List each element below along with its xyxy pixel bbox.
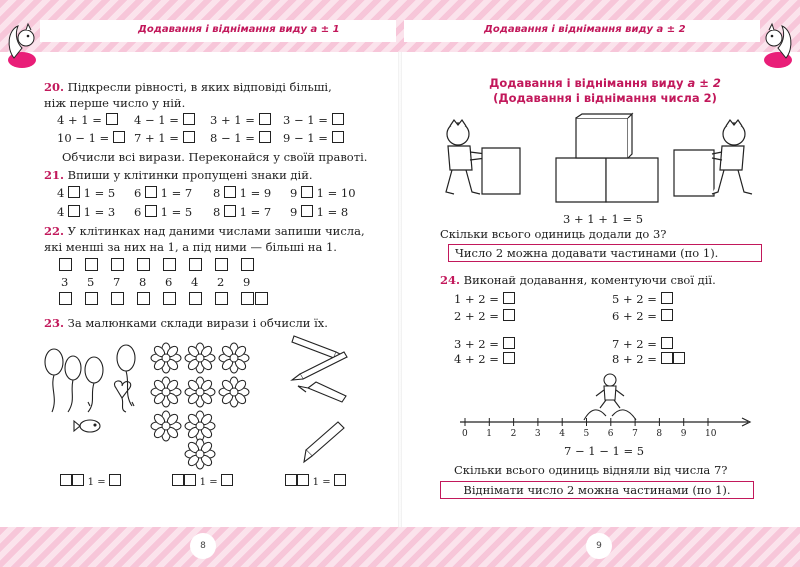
balloons-picture [38,340,148,440]
answer-box[interactable] [137,292,150,305]
flowers-picture [148,342,268,464]
sign-box[interactable] [301,186,313,198]
subtraction-equation: 7 − 1 − 1 = 5 [564,444,645,458]
page-number-left: 8 [190,533,216,559]
given-number: 3 [61,275,69,289]
left-page-title: Додавання і віднімання виду а ± 1 [138,24,340,35]
answer-box[interactable] [332,131,344,143]
exercise-number: 20. [44,80,65,94]
expression: 3 + 2 = [454,337,515,351]
exercise-21-heading [44,168,313,182]
exercise-20-line2: ніж перше число у ній. [44,96,186,110]
sign-box[interactable] [68,186,80,198]
answer-box[interactable] [503,352,515,364]
squirrel-mascot-icon [4,8,42,68]
answer-box[interactable] [259,113,271,125]
sign-box[interactable] [145,186,157,198]
answer-box[interactable] [332,113,344,125]
exercise-text: За малюнками склади вирази і обчисли їх. [67,316,328,330]
exercise-number: 24. [440,273,461,287]
sign-box[interactable] [224,186,236,198]
answer-box[interactable] [189,292,202,305]
expression: 10 − 1 = [57,131,125,145]
number-line-label: 9 [680,429,687,439]
subtraction-rule-box [440,481,754,499]
sign-expression: 8 1 = 9 [213,186,272,200]
picture-expression: 1 = [60,474,121,488]
answer-box[interactable] [661,292,673,304]
sign-expression: 4 1 = 3 [57,205,116,219]
answer-box[interactable] [172,474,184,486]
answer-box[interactable] [503,309,515,321]
answer-box[interactable] [259,131,271,143]
answer-box[interactable] [334,474,346,486]
exercise-number: 22. [44,224,65,238]
given-number: 9 [243,275,251,289]
cubes-illustration [436,112,756,204]
expression: 1 + 2 = [454,292,515,306]
answer-box[interactable] [85,258,98,271]
number-line-label: 10 [705,429,717,439]
number-line-label: 8 [656,429,663,439]
given-number: 6 [165,275,173,289]
answer-box[interactable] [241,258,254,271]
lesson-title: Додавання і віднімання виду а ± 2 (Додавання і віднімання числа 2) [489,76,721,105]
squirrel-mascot-icon [758,8,796,68]
answer-box[interactable] [183,131,195,143]
expression: 7 + 2 = [612,337,673,351]
answer-box[interactable] [661,309,673,321]
answer-box[interactable] [297,474,309,486]
sign-expression: 4 1 = 5 [57,186,116,200]
number-line-label: 2 [510,429,517,439]
answer-box[interactable] [113,131,125,143]
picture-expression: 1 = [172,474,233,488]
exercise-20-line1 [44,80,332,94]
answer-box[interactable] [109,474,121,486]
answer-box[interactable] [184,474,196,486]
expression: 7 + 1 = [134,131,195,145]
answer-box[interactable] [189,258,202,271]
answer-box[interactable] [163,258,176,271]
number-line-label: 5 [583,429,590,439]
answer-box[interactable] [111,292,124,305]
number-line-label: 6 [607,429,614,439]
expression: 3 − 1 = [283,113,344,127]
picture-expression: 1 = [285,474,346,488]
footer-band [0,527,800,567]
expression: 8 − 1 = [210,131,271,145]
given-number: 7 [113,275,121,289]
answer-box[interactable] [163,292,176,305]
number-line-label: 0 [462,429,468,439]
page-number-right: 9 [586,533,612,559]
subtraction-rule-text: Віднімати число 2 можна частинами (по 1). [463,483,731,497]
number-line-label: 7 [632,429,638,439]
given-number: 4 [191,275,199,289]
exercise-text: Підкресли рівності, в яких відповіді більші, [67,80,332,94]
answer-box[interactable] [60,474,72,486]
subtraction-question: Скільки всього одиниць відняли від числа 7? [454,463,728,477]
answer-box[interactable] [285,474,297,486]
book-spine [398,52,402,527]
expression: 4 + 2 = [454,352,515,366]
exercise-number: 21. [44,168,65,182]
expression: 3 + 1 = [210,113,271,127]
answer-box[interactable] [59,258,72,271]
answer-box[interactable] [85,292,98,305]
addition-rule-text: Число 2 можна додавати частинами (по 1). [455,246,719,260]
sign-box[interactable] [301,205,313,217]
exercise-text: У клітинках над даними числами запиши числа, [67,224,365,238]
answer-box[interactable] [59,292,72,305]
addition-rule-box [448,244,762,262]
answer-box[interactable] [215,258,228,271]
exercise-number: 23. [44,316,65,330]
given-number: 2 [217,275,225,289]
expression: 5 + 2 = [612,292,673,306]
answer-box[interactable] [111,258,124,271]
sign-expression: 9 1 = 10 [290,186,356,200]
expression: 9 − 1 = [283,131,344,145]
answer-box[interactable] [503,337,515,349]
answer-box[interactable] [661,337,673,349]
exercise-20-footer: Обчисли всі вирази. Переконайся у своїй правоті. [62,150,368,164]
expression: 4 − 1 = [134,113,195,127]
given-number: 8 [139,275,147,289]
expression: 6 + 2 = [612,309,673,323]
answer-box[interactable] [241,292,254,305]
answer-box[interactable] [221,474,233,486]
pencils-picture [288,330,358,470]
exercise-text: Впиши у клітинки пропущені знаки дій. [67,168,313,182]
sign-expression: 9 1 = 8 [290,205,349,219]
sign-expression: 8 1 = 7 [213,205,272,219]
jumping-boy-picture [584,372,644,422]
answer-box[interactable] [255,292,268,305]
answer-box[interactable] [106,113,118,125]
number-line-label: 4 [559,429,565,439]
exercise-23-heading [44,316,328,330]
answer-box[interactable] [215,292,228,305]
number-line-label: 1 [486,429,493,439]
expression: 2 + 2 = [454,309,515,323]
addition-equation: 3 + 1 + 1 = 5 [563,212,644,226]
right-page-title: Додавання і віднімання виду а ± 2 [484,24,686,35]
given-number: 5 [87,275,95,289]
answer-box[interactable] [72,474,84,486]
addition-question: Скільки всього одиниць додали до 3? [440,227,667,241]
exercise-24-heading [440,273,716,287]
answer-box[interactable] [183,113,195,125]
sign-expression: 6 1 = 5 [134,205,193,219]
expression: 4 + 1 = [57,113,118,127]
expression: 8 + 2 = [612,352,685,366]
sign-box[interactable] [145,205,157,217]
sign-expression: 6 1 = 7 [134,186,193,200]
exercise-text: Виконай додавання, коментуючи свої дії. [463,273,716,287]
answer-box[interactable] [503,292,515,304]
answer-box[interactable] [661,352,673,364]
exercise-22-line2: які менші за них на 1, а під ними — більші на 1. [44,240,337,254]
number-line-label: 3 [534,429,541,439]
answer-box[interactable] [137,258,150,271]
sign-box[interactable] [224,205,236,217]
answer-box[interactable] [673,352,685,364]
sign-box[interactable] [68,205,80,217]
exercise-22-line1 [44,224,365,238]
